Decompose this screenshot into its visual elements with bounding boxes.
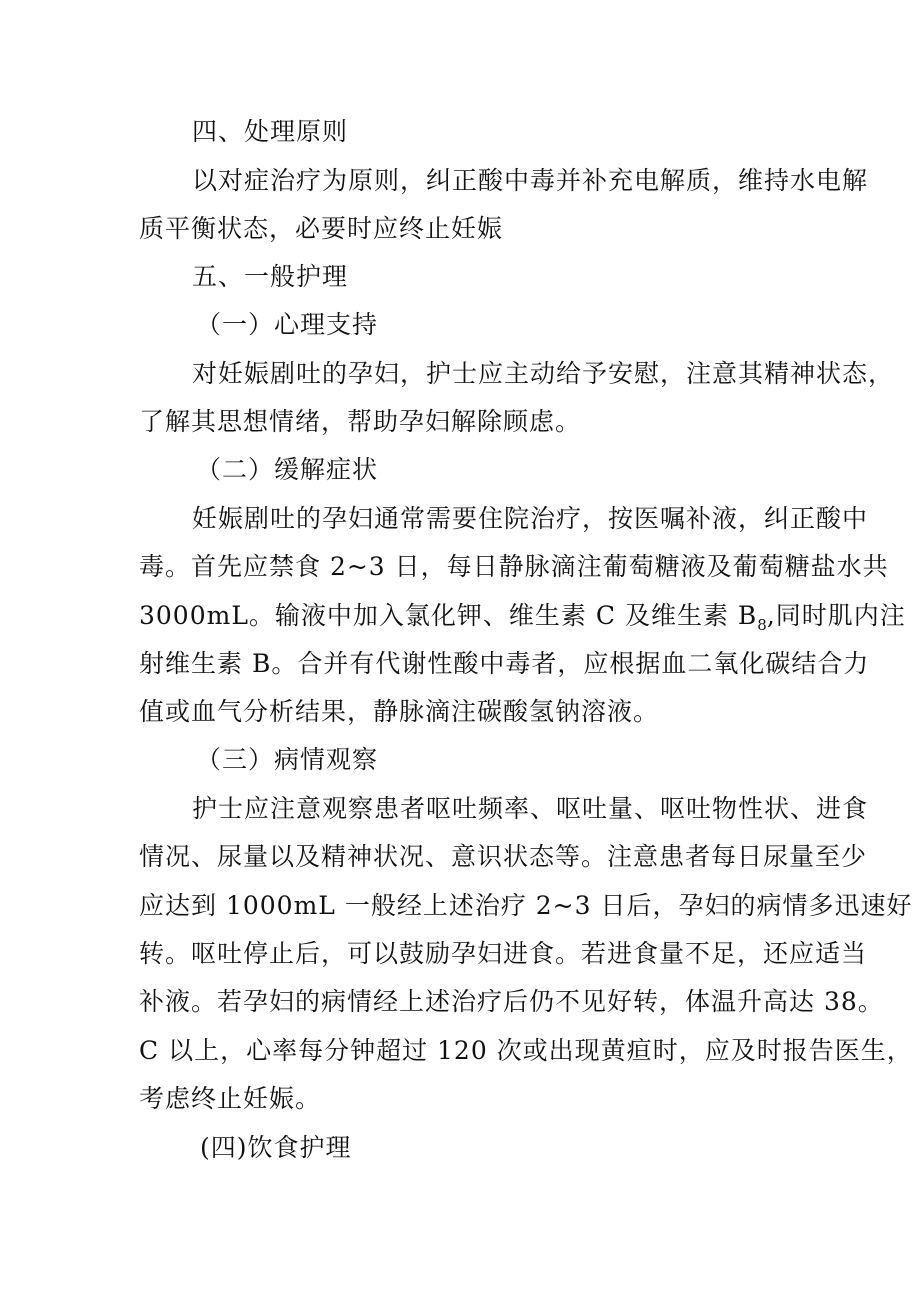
section-heading-general-nursing: 五、一般护理 <box>192 262 349 291</box>
paragraph-line: 情况、尿量以及精神状况、意识状态等。注意患者每日尿量至少 <box>139 842 868 871</box>
subsection-heading-psych-support: （一）心理支持 <box>196 310 379 339</box>
paragraph-text: ,同时肌内注 <box>766 601 906 630</box>
paragraph-line: 妊娠剧吐的孕妇通常需要住院治疗，按医嘱补液，纠正酸中 <box>192 504 869 533</box>
paragraph-line: 应达到 1000mL 一般经上述治疗 2~3 日后，孕妇的病情多迅速好 <box>139 891 913 920</box>
subsection-heading-observation: （三）病情观察 <box>196 745 379 774</box>
paragraph-line: 考虑终止妊娠。 <box>139 1084 322 1113</box>
paragraph-line: 护士应注意观察患者呕吐频率、呕吐量、呕吐物性状、进食 <box>192 794 869 823</box>
paragraph-line: C 以上，心率每分钟超过 120 次或出现黄疸时，应及时报告医生， <box>139 1036 913 1065</box>
paragraph-line: 转。呕吐停止后，可以鼓励孕妇进食。若进食量不足，还应适当 <box>139 939 868 968</box>
paragraph-line: 了解其思想情绪，帮助孕妇解除顾虑。 <box>139 407 582 436</box>
paragraph-line: 毒。首先应禁食 2~3 日，每日静脉滴注葡萄糖液及葡萄糖盐水共 <box>139 552 889 581</box>
paragraph-text: 3000mL。输液中加入氯化钾、维生素 C 及维生素 B <box>139 601 758 630</box>
paragraph-line: 值或血气分析结果，静脉滴注碳酸氢钠溶液。 <box>139 697 660 726</box>
subsection-heading-diet: (四)饮食护理 <box>200 1133 352 1162</box>
paragraph-line: 质平衡状态，必要时应终止妊娠 <box>139 214 504 243</box>
paragraph-line: 射维生素 B。合并有代谢性酸中毒者，应根据血二氧化碳结合力 <box>139 649 870 678</box>
paragraph-line: 补液。若孕妇的病情经上述治疗后仍不见好转，体温升高达 38。 <box>139 987 884 1016</box>
paragraph-line <box>139 601 906 634</box>
paragraph-line: 对妊娠剧吐的孕妇，护士应主动给予安慰，注意其精神状态， <box>192 359 895 388</box>
subscript-text: 8 <box>757 616 767 634</box>
subsection-heading-relieve-symptoms: （二）缓解症状 <box>196 455 379 484</box>
section-heading-principles: 四、处理原则 <box>192 117 349 146</box>
paragraph-line: 以对症治疗为原则，纠正酸中毒并补充电解质，维持水电解 <box>192 166 869 195</box>
